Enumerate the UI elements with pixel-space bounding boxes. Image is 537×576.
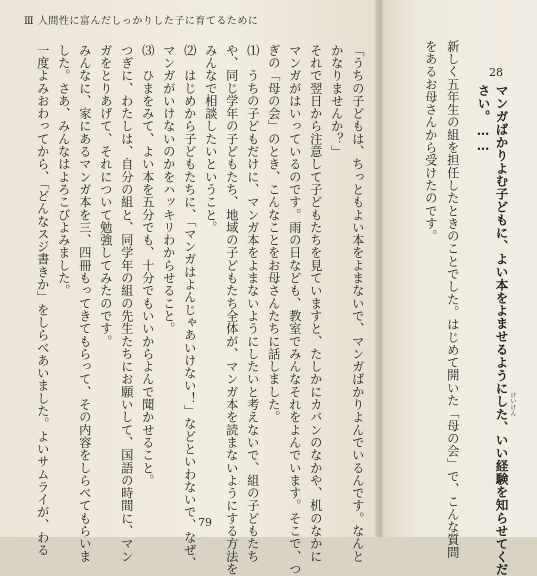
body-line: つぎに、わたしは、自分の組と、同学年の組の先生たちにお願いして、国語の時間に、マン (119, 44, 134, 563)
body-line: みんなで相談したいということ。 (203, 44, 218, 234)
question-title-line: さい。…… (475, 84, 491, 154)
question-number: 28 (489, 66, 503, 79)
body-line: ⑴ うちの子どもだけに、マンガ本をよまないようにしたいと考えないで、組の子どもたち (245, 44, 260, 563)
body-line: ⑵ はじめから子どもたちに、「マンガはよんじゃあいけない！」などといわないで、なぜ、 (182, 44, 197, 570)
question-body-line: をあるお母さんから受けたのです。 (423, 40, 438, 243)
body-line: マンガがはいっているのです。雨の日なども、教室でみんなそれをよんでいます。そこで、つ (287, 44, 302, 576)
body-line: かなりませんか？」 (329, 44, 344, 158)
question-body-line: 新しく五年生の組を担任したときのことでした。はじめて開いた「母の会」で、こんな質問 (445, 40, 460, 559)
body-line: マンガがいけないのかをハッキリわからせること。 (161, 44, 176, 335)
body-line: や、同じ学年の子どもたち、地域の子どもたち全体が、マンガ本を読まないようにする方法を (224, 44, 239, 576)
body-line: ⑶ ひまをみて、よい本を五分でも、十分でもいいからよんで聞かせること。 (140, 44, 155, 487)
body-line: 「うちの子どもは、ちっともよい本をよまないで、マンガばかりよんでいるんです。なんと (350, 44, 365, 563)
body-line: した。さあ、みんなはよろこびよみました。 (56, 44, 71, 297)
body-line: ぎの「母の会」のとき、こんなことをお母さんたちに話しました。 (266, 44, 281, 424)
body-line: それで翌日から注意して子どもたちを見ていますと、たしかにカバンのなかや、机のなかに (308, 44, 323, 563)
running-head: Ⅲ 人間性に富んだしっかりした子に育てるために (24, 16, 259, 27)
body-line: みんなに、家にあるマンガ本を三、四冊もってきてもらって、その内容をしらべてもらいま (77, 44, 92, 563)
body-line: 一度よみおわってから、「どんなスジ書きか」をしらべあいました。よいサムライが、わる (35, 44, 50, 557)
page-number: 79 (198, 516, 212, 529)
ruby-annotation: けいけん (509, 392, 516, 416)
book-gutter (374, 0, 384, 537)
question-title-line: マンガばかりよむ子どもに、よい本をよませるようにした、いい経験を知らせてくだ (493, 84, 509, 576)
body-line: ガをとりあげて、それについて勉強してみたのです。 (98, 44, 113, 348)
